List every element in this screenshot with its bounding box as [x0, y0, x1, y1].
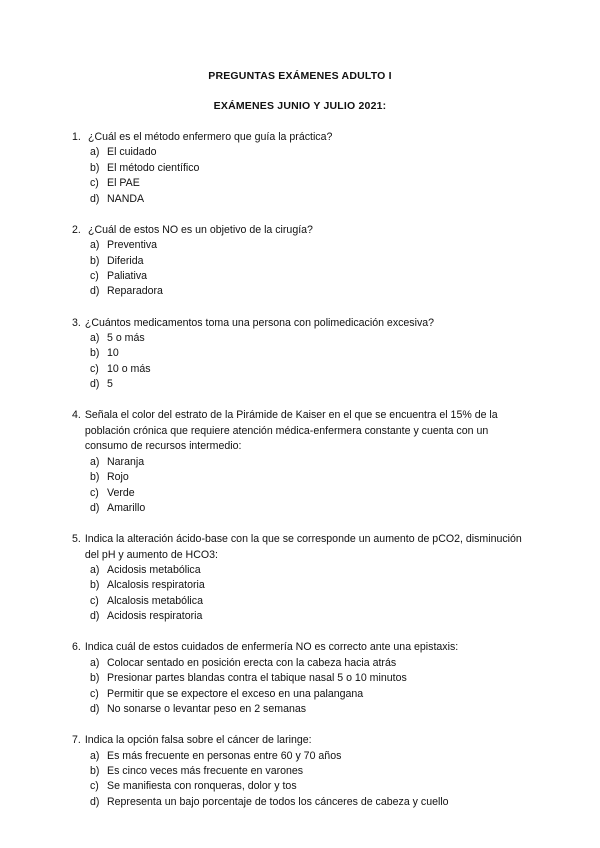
question-4: [72, 408, 534, 516]
option-letter: b): [90, 347, 100, 360]
question-text: Señala el color del estrato de la Pirámide de Kaiser en el que se encuentra el 15% de la población crónica que requiere atención médica-enfermera constante y cuenta con un consumo de recursos intermedio:: [84, 409, 498, 453]
option-letter: d): [90, 702, 100, 715]
option-text: 5 o más: [107, 332, 145, 345]
option-text: El PAE: [107, 177, 140, 190]
option-letter: b): [90, 254, 100, 267]
question-1: [72, 130, 534, 207]
option-d: [72, 192, 534, 207]
option-text: No sonarse o levantar peso en 2 semanas: [107, 702, 307, 715]
option-letter: c): [90, 270, 99, 283]
option-d: [72, 609, 534, 624]
option-c: [72, 176, 534, 191]
option-b: [72, 161, 534, 176]
question-stem: [72, 408, 534, 454]
option-d: [72, 702, 534, 717]
option-letter: d): [90, 285, 100, 298]
option-text: Acidosis metabólica: [107, 563, 201, 576]
option-text: Preventiva: [107, 239, 158, 252]
question-3: [72, 316, 534, 393]
option-letter: a): [90, 563, 100, 576]
question-2: [72, 223, 534, 300]
question-number: 2.: [72, 223, 81, 236]
question-list: [72, 130, 534, 826]
option-a: [72, 331, 534, 346]
option-list: [72, 331, 534, 393]
page-subtitle: EXÁMENES JUNIO Y JULIO 2021:: [213, 100, 387, 112]
question-stem: [72, 223, 534, 238]
option-c: [72, 594, 534, 609]
option-d: [72, 795, 534, 810]
option-text: 10 o más: [107, 362, 151, 375]
option-b: [72, 470, 534, 485]
option-letter: a): [90, 332, 100, 345]
question-number: 5.: [72, 533, 81, 546]
option-text: Colocar sentado en posición erecta con la cabeza hacia atrás: [107, 656, 397, 669]
option-letter: d): [90, 795, 100, 808]
option-text: Verde: [107, 486, 135, 499]
option-a: [72, 563, 534, 578]
option-list: [72, 145, 534, 207]
question-5: [72, 532, 534, 624]
option-text: Rojo: [107, 471, 129, 484]
option-letter: b): [90, 765, 100, 777]
option-letter: b): [90, 471, 100, 484]
option-text: Alcalosis metabólica: [107, 594, 203, 607]
option-list: [72, 455, 534, 517]
option-c: [72, 687, 534, 702]
option-text: Amarillo: [107, 501, 146, 514]
option-a: [72, 749, 534, 764]
option-text: Presionar partes blandas contra el tabique nasal 5 o 10 minutos: [107, 672, 407, 685]
page-title: PREGUNTAS EXÁMENES ADULTO I: [208, 70, 392, 82]
option-text: Reparadora: [107, 285, 163, 298]
option-text: Es cinco veces más frecuente en varones: [107, 765, 304, 777]
option-b: [72, 764, 534, 779]
question-text: Indica la alteración ácido-base con la que se corresponde un aumento de pCO2, disminución del pH y aumento de HCO3:: [84, 533, 522, 561]
option-b: [72, 578, 534, 593]
option-list: [72, 749, 534, 811]
question-6: [72, 640, 534, 717]
option-a: [72, 656, 534, 671]
question-7: [72, 733, 534, 810]
question-number: 1.: [72, 131, 81, 143]
option-letter: c): [90, 486, 99, 499]
option-letter: d): [90, 192, 100, 205]
option-b: [72, 254, 534, 269]
option-letter: c): [90, 780, 99, 793]
option-letter: a): [90, 656, 100, 669]
option-letter: c): [90, 594, 99, 607]
option-d: [72, 284, 534, 299]
option-c: [72, 269, 534, 284]
option-letter: d): [90, 378, 100, 391]
option-letter: a): [90, 749, 100, 762]
question-number: 3.: [72, 316, 81, 329]
question-stem: [72, 316, 534, 331]
option-text: Permitir que se expectore el exceso en una palangana: [107, 687, 364, 700]
option-c: [72, 486, 534, 501]
option-text: Paliativa: [107, 270, 148, 283]
option-b: [72, 671, 534, 686]
option-letter: d): [90, 610, 100, 623]
question-text: Indica la opción falsa sobre el cáncer de laringe:: [84, 734, 312, 747]
option-letter: b): [90, 672, 100, 685]
option-letter: a): [90, 239, 100, 252]
question-stem: [72, 532, 534, 563]
option-text: El cuidado: [107, 146, 157, 159]
question-stem: [72, 733, 534, 748]
option-d: [72, 501, 534, 516]
question-stem: [72, 640, 534, 655]
option-text: Diferida: [107, 254, 144, 267]
option-text: Naranja: [107, 455, 145, 468]
question-number: 7.: [72, 734, 81, 747]
question-text: ¿Cuál es el método enfermero que guía la práctica?: [88, 131, 333, 143]
option-letter: a): [90, 455, 100, 468]
option-a: [72, 145, 534, 160]
option-text: Es más frecuente en personas entre 60 y 70 años: [107, 749, 342, 762]
option-a: [72, 455, 534, 470]
option-letter: a): [90, 146, 100, 159]
question-text: ¿Cuántos medicamentos toma una persona con polimedicación excesiva?: [84, 316, 435, 329]
option-text: Acidosis respiratoria: [107, 610, 203, 623]
option-text: Se manifiesta con ronqueras, dolor y tos: [107, 780, 297, 793]
option-list: [72, 238, 534, 300]
option-text: NANDA: [107, 192, 145, 205]
option-text: 5: [107, 378, 113, 391]
option-c: [72, 362, 534, 377]
option-text: El método científico: [107, 161, 200, 174]
option-letter: b): [90, 579, 100, 592]
option-list: [72, 563, 534, 625]
option-d: [72, 377, 534, 392]
option-text: 10: [107, 347, 119, 360]
option-c: [72, 779, 534, 794]
option-text: Alcalosis respiratoria: [107, 579, 205, 592]
option-letter: c): [90, 177, 99, 190]
question-text: Indica cuál de estos cuidados de enfermería NO es correcto ante una epistaxis:: [84, 641, 459, 654]
question-number: 6.: [72, 641, 81, 654]
option-b: [72, 346, 534, 361]
question-number: 4.: [72, 409, 81, 422]
option-text: Representa un bajo porcentaje de todos los cánceres de cabeza y cuello: [107, 795, 449, 808]
option-letter: d): [90, 501, 100, 514]
option-letter: b): [90, 161, 100, 174]
option-list: [72, 656, 534, 718]
option-letter: c): [90, 687, 99, 700]
option-letter: c): [90, 362, 99, 375]
question-stem: [72, 130, 534, 145]
question-text: ¿Cuál de estos NO es un objetivo de la cirugía?: [88, 223, 313, 236]
option-a: [72, 238, 534, 253]
